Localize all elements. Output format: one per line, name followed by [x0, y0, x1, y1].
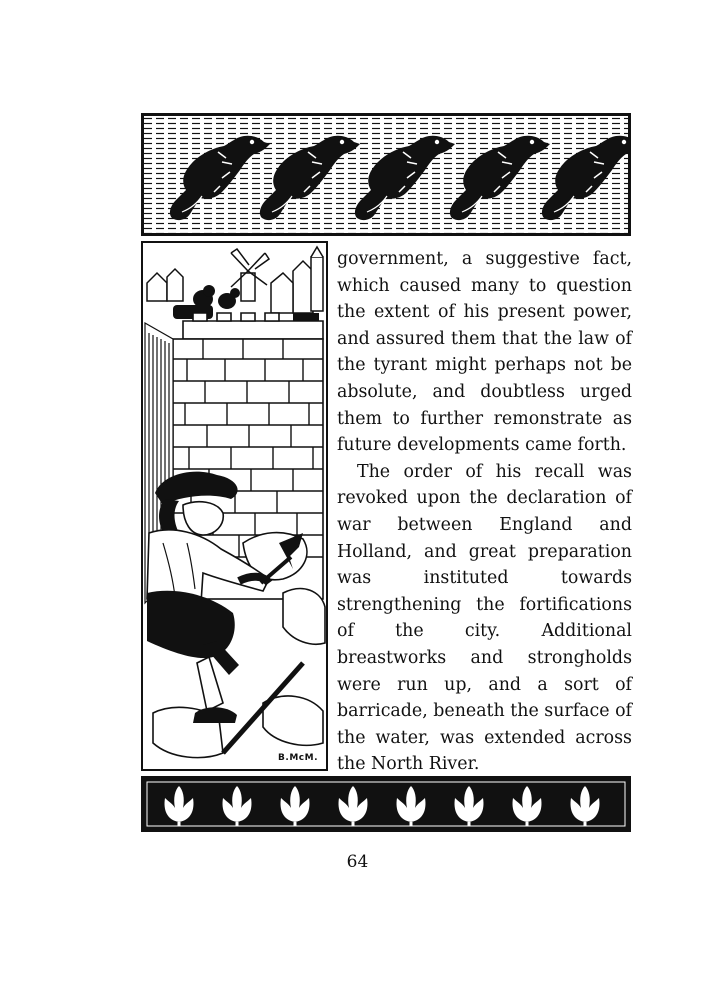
paragraph: The order of his recall was revoked upon the declaration of war between England and Holland, and great preparation was instituted towards strengthening the fortifications of the city. Additional breastworks and strongholds were run up, and a sort of barricade, beneath the surface of the water, was extended across the North River. [337, 461, 632, 775]
wall-builder-illustration [143, 243, 326, 769]
body-text [337, 246, 632, 778]
beaver-header-border [141, 113, 631, 236]
tulip-footer-border [141, 776, 631, 832]
paragraph: government, a suggestive fact, which caused many to question the extent of his present power, and assured them that the law of the tyrant might perhaps not be absolute, and doubtless urged them to further remonstrate as future developments came forth. [337, 249, 632, 456]
illustration-panel [141, 241, 328, 771]
artist-signature: B.McM. [278, 753, 318, 763]
beaver-pattern [144, 116, 628, 233]
tulip-pattern [143, 778, 629, 830]
page-number: 64 [346, 852, 369, 872]
